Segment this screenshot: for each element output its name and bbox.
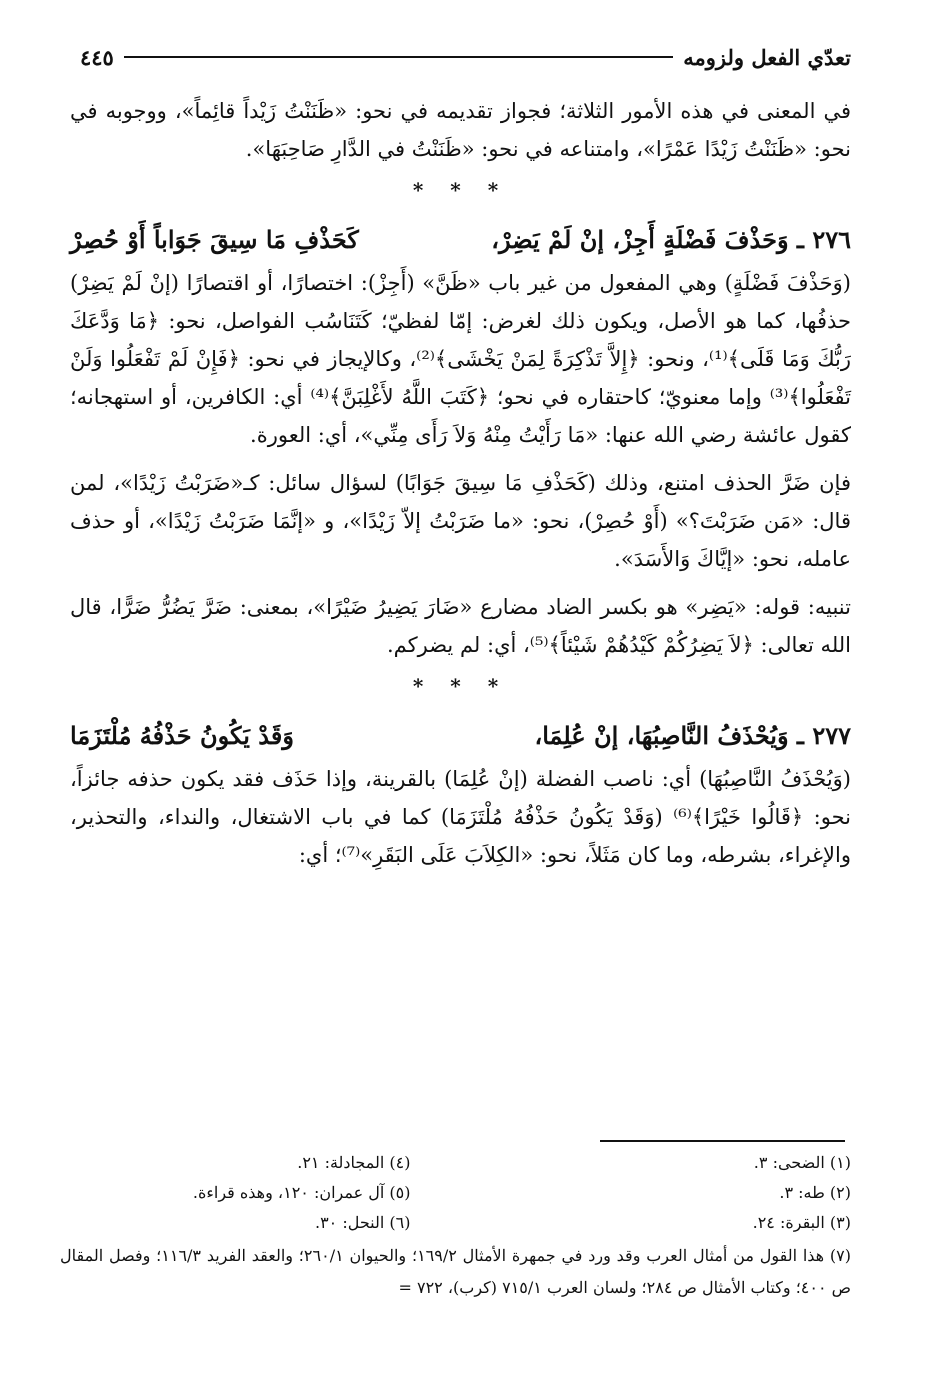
footnote-2: (٢) طه: ٣. — [779, 1183, 851, 1202]
footnote-4: (٤) المجادلة: ٢١. — [297, 1153, 411, 1172]
footnotes — [60, 1148, 851, 1304]
paragraph-prohibition: فإن ضَرَّ الحذف امتنع، وذلك (كَحَذْفِ مَا سِيقَ جَوَابًا) لسؤال سائل: كـ«ضَرَبْتُ زَيْدًا»، لمن قال: «مَن ضَرَبْتَ؟» (أَوْ حُصِرْ)، نحو: «ما ضَرَبْتُ إلاّ زَيْدًا»، و «إنَّمَا ضَرَبْتُ زَيْدًا»، أو حذف عامله، نحو: «إيَّاكَ وَالأَسَدَ». — [70, 471, 851, 571]
verse-277-first-hemistich: ٢٧٧ ـ وَيُحْذَفُ النَّاصِبُهَا، إنْ عُلِمَا، — [534, 721, 851, 750]
verse-276-first-hemistich: ٢٧٦ ـ وَحَذْفَ فَضْلَةٍ أَجِزْ، إنْ لَمْ يَضِرْ، — [491, 225, 851, 254]
section-separator: * * * — [412, 178, 509, 202]
section-separator: * * * — [412, 674, 509, 698]
running-title: تعدّي الفعل ولزومه — [683, 44, 851, 70]
page-header — [80, 40, 851, 74]
paragraph-intro: في المعنى في هذه الأمور الثلاثة؛ فجواز تقديمه في نحو: «ظَنَنْتُ زَيْداً قائِماً»، ووجوبه في نحو: «ظَنَنْتُ زَيْدًا عَمْرًا»، وامتناعه في نحو: «ظَنَنْتُ في الدَّارِ صَاحِبَهَا». — [70, 99, 851, 161]
header-rule — [124, 56, 673, 58]
page-body — [70, 92, 851, 874]
footnote-grid — [60, 1148, 851, 1238]
footnote-rule — [600, 1140, 845, 1142]
verse-276 — [70, 218, 851, 262]
verse-276-second-hemistich: كَحَذْفِ مَا سِيقَ جَوَاباً أَوْ حُصِرْ — [70, 225, 359, 254]
page-number: ٤٤٥ — [80, 44, 114, 70]
footnote-6: (٦) النحل: ٣٠. — [314, 1213, 411, 1232]
footnote-5: (٥) آل عمران: ١٢٠، وهذه قراءة. — [192, 1183, 411, 1202]
footnote-3: (٣) البقرة: ٢٤. — [752, 1213, 851, 1232]
paragraph-note: تنبيه: قوله: «يَضِر» هو بكسر الضاد مضارع «ضَارَ يَضِيرُ ضَيْرًا»، بمعنى: ضَرَّ يَضُرُّ ضَرًّا، قال الله تعالى: ﴿لاَ يَضِرُكُمْ كَيْدُهُمْ شَيْئاً﴾⁽⁵⁾، أي: لم يضركم. — [70, 595, 851, 657]
paragraph-commentary-277: (وَيُحْذَفُ النَّاصِبُهَا) أي: ناصب الفضلة (إنْ عُلِمَا) بالقرينة، وإذا حَذَف فقد يكون حذفه جائزاً، نحو: ﴿قَالُوا خَيْرًا﴾⁽⁶⁾ (وَقَدْ يَكُونُ حَذْفُهُ مُلْتَزَمَا) كما في باب الاشتغال، والنداء، والتحذير، والإغراء، بشرطه، وما كان مَثَلاً، نحو: «الكِلاَبَ عَلَى البَقَرِ»⁽⁷⁾؛ أي: — [70, 767, 851, 867]
verse-277-second-hemistich: وَقَدْ يَكُونُ حَذْفُهُ مُلْتَزَمَا — [70, 721, 294, 750]
paragraph-commentary-276: (وَحَذْفَ فَضْلَةٍ) وهي المفعول من غير باب «ظَنَّ» (أَجِزْ): اختصارًا، أو اقتصارًا (إنْ لَمْ يَضِرْ) حذفُها، كما هو الأصل، ويكون ذلك لغرض: إمّا لفظيّ؛ كَتَنَاسُب الفواصل، نحو: ﴿مَا وَدَّعَكَ رَبُّكَ وَمَا قَلَى﴾⁽¹⁾، ونحو: ﴿إِلاَّ تَذْكِرَةً لِمَنْ يَخْشَى﴾⁽²⁾، وكالإيجاز في نحو: ﴿فَإِنْ لَمْ تَفْعَلُوا وَلَنْ تَفْعَلُوا﴾⁽³⁾ وإما معنويّ؛ كاحتقاره في نحو؛ ﴿كَتَبَ اللَّهُ لأَغْلِبَنَّ﴾⁽⁴⁾ أي: الكافرين، أو استهجانه؛ كقول عائشة رضي الله عنها: «مَا رَأَيْتُ مِنْهُ وَلاَ رَأَى مِنِّي»، أي: العورة. — [70, 271, 852, 447]
footnote-7: (٧) هذا القول من أمثال العرب وقد ورد في جمهرة الأمثال ١٦٩/٢؛ والحيوان ٢٦٠/١؛ والعقد الفريد ١١٦/٣؛ وفصل المقال ص ٤٠٠؛ وكتاب الأمثال ص ٢٨٤؛ ولسان العرب ٧١٥/١ (كرب)، ٧٢٢ = — [60, 1246, 852, 1297]
footnote-1: (١) الضحى: ٣. — [753, 1153, 851, 1172]
verse-277 — [70, 714, 851, 758]
